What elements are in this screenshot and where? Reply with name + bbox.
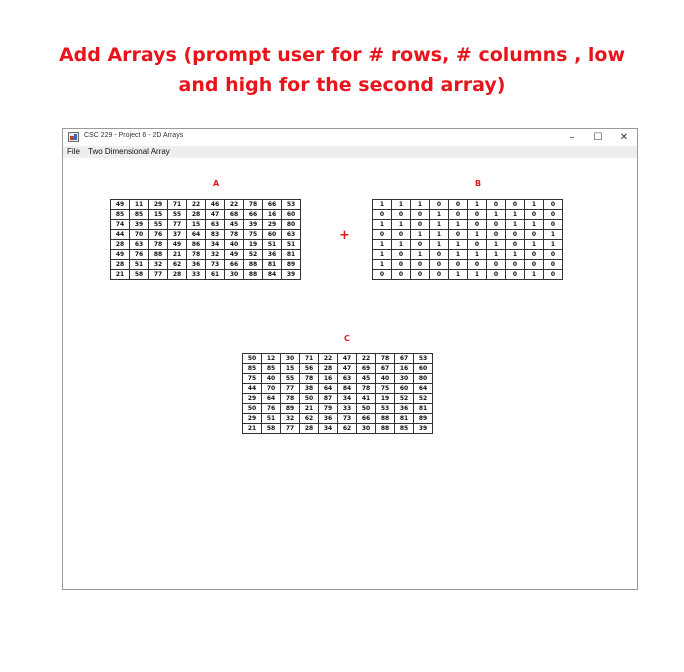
table-cell: 85 (111, 210, 130, 220)
table-cell: 1 (373, 260, 392, 270)
table-cell: 63 (338, 374, 357, 384)
table-cell: 0 (392, 270, 411, 280)
table-cell: 1 (449, 270, 468, 280)
table-cell: 85 (130, 210, 149, 220)
table-cell: 33 (187, 270, 206, 280)
table-cell: 50 (300, 394, 319, 404)
table-cell: 53 (414, 354, 433, 364)
table-cell: 1 (411, 250, 430, 260)
table-cell: 0 (430, 200, 449, 210)
table-row (373, 260, 563, 270)
table-cell: 89 (281, 404, 300, 414)
table-cell: 32 (149, 260, 168, 270)
table-cell: 0 (411, 260, 430, 270)
array-b-table (372, 199, 563, 280)
table-row (243, 364, 433, 374)
table-cell: 0 (506, 260, 525, 270)
window-title: CSC 229 - Project 6 - 2D Arrays (84, 132, 184, 139)
table-cell: 51 (262, 414, 281, 424)
table-cell: 28 (168, 270, 187, 280)
table-cell: 0 (430, 250, 449, 260)
array-a-table (110, 199, 301, 280)
table-row (111, 260, 301, 270)
table-cell: 1 (506, 220, 525, 230)
table-cell: 66 (263, 200, 282, 210)
array-b-label: B (475, 179, 482, 188)
table-cell: 58 (130, 270, 149, 280)
table-cell: 41 (357, 394, 376, 404)
table-cell: 78 (149, 240, 168, 250)
table-cell: 0 (392, 260, 411, 270)
table-cell: 78 (244, 200, 263, 210)
table-cell: 29 (149, 200, 168, 210)
table-cell: 0 (506, 240, 525, 250)
table-cell: 0 (544, 260, 563, 270)
table-cell: 78 (357, 384, 376, 394)
table-row (243, 424, 433, 434)
table-cell: 67 (376, 364, 395, 374)
table-cell: 50 (243, 354, 262, 364)
table-cell: 40 (376, 374, 395, 384)
table-cell: 21 (300, 404, 319, 414)
table-row (373, 240, 563, 250)
table-cell: 1 (449, 240, 468, 250)
table-cell: 1 (430, 210, 449, 220)
table-cell: 28 (300, 424, 319, 434)
table-row (111, 200, 301, 210)
table-cell: 1 (411, 230, 430, 240)
table-row (111, 240, 301, 250)
table-cell: 34 (319, 424, 338, 434)
table-cell: 39 (244, 220, 263, 230)
table-cell: 51 (130, 260, 149, 270)
table-cell: 60 (395, 384, 414, 394)
table-cell: 0 (544, 200, 563, 210)
table-cell: 88 (244, 270, 263, 280)
table-row (111, 230, 301, 240)
table-cell: 21 (168, 250, 187, 260)
table-cell: 28 (187, 210, 206, 220)
table-cell: 52 (414, 394, 433, 404)
table-cell: 0 (449, 200, 468, 210)
table-row (243, 374, 433, 384)
table-cell: 1 (449, 250, 468, 260)
table-cell: 38 (300, 384, 319, 394)
table-row (373, 200, 563, 210)
table-cell: 60 (263, 230, 282, 240)
table-cell: 22 (187, 200, 206, 210)
table-cell: 1 (392, 200, 411, 210)
table-cell: 76 (149, 230, 168, 240)
table-cell: 1 (525, 270, 544, 280)
table-cell: 86 (187, 240, 206, 250)
table-cell: 77 (281, 384, 300, 394)
table-cell: 33 (338, 404, 357, 414)
table-cell: 0 (506, 270, 525, 280)
table-cell: 78 (187, 250, 206, 260)
close-button[interactable]: ✕ (619, 132, 629, 143)
table-cell: 80 (282, 220, 301, 230)
table-cell: 0 (373, 230, 392, 240)
table-cell: 78 (300, 374, 319, 384)
table-row (373, 230, 563, 240)
array-c-label: C (344, 334, 350, 343)
table-cell: 36 (395, 404, 414, 414)
table-cell: 36 (319, 414, 338, 424)
table-cell: 68 (225, 210, 244, 220)
table-cell: 75 (243, 374, 262, 384)
table-cell: 69 (357, 364, 376, 374)
table-cell: 16 (319, 374, 338, 384)
table-cell: 81 (282, 250, 301, 260)
title-bar[interactable] (63, 129, 637, 146)
table-cell: 0 (544, 220, 563, 230)
table-cell: 49 (111, 200, 130, 210)
table-cell: 46 (206, 200, 225, 210)
table-cell: 79 (319, 404, 338, 414)
table-cell: 0 (487, 230, 506, 240)
table-cell: 1 (468, 250, 487, 260)
table-row (243, 384, 433, 394)
table-cell: 1 (430, 240, 449, 250)
table-cell: 40 (262, 374, 281, 384)
table-cell: 29 (263, 220, 282, 230)
table-cell: 0 (487, 200, 506, 210)
table-cell: 85 (262, 364, 281, 374)
table-cell: 0 (392, 210, 411, 220)
table-cell: 0 (525, 250, 544, 260)
table-cell: 22 (225, 200, 244, 210)
table-cell: 75 (244, 230, 263, 240)
table-cell: 64 (414, 384, 433, 394)
table-cell: 78 (281, 394, 300, 404)
table-cell: 63 (282, 230, 301, 240)
table-cell: 55 (281, 374, 300, 384)
table-cell: 1 (430, 220, 449, 230)
table-row (373, 220, 563, 230)
table-row (373, 270, 563, 280)
table-cell: 63 (130, 240, 149, 250)
table-cell: 89 (282, 260, 301, 270)
table-cell: 64 (187, 230, 206, 240)
table-cell: 66 (244, 210, 263, 220)
table-cell: 0 (506, 200, 525, 210)
table-cell: 60 (414, 364, 433, 374)
table-cell: 77 (149, 270, 168, 280)
table-cell: 63 (206, 220, 225, 230)
table-cell: 52 (244, 250, 263, 260)
table-cell: 53 (376, 404, 395, 414)
table-cell: 61 (206, 270, 225, 280)
table-cell: 1 (525, 220, 544, 230)
table-cell: 51 (263, 240, 282, 250)
table-cell: 76 (130, 250, 149, 260)
table-cell: 67 (395, 354, 414, 364)
table-row (111, 270, 301, 280)
table-cell: 75 (376, 384, 395, 394)
table-cell: 0 (468, 240, 487, 250)
table-cell: 83 (206, 230, 225, 240)
array-c-table (242, 353, 433, 434)
table-cell: 78 (376, 354, 395, 364)
table-cell: 0 (525, 210, 544, 220)
table-cell: 1 (487, 250, 506, 260)
java-app-icon (68, 132, 79, 142)
table-cell: 85 (243, 364, 262, 374)
table-cell: 56 (300, 364, 319, 374)
table-cell: 30 (281, 354, 300, 364)
table-cell: 29 (243, 414, 262, 424)
table-cell: 0 (392, 250, 411, 260)
table-cell: 0 (430, 270, 449, 280)
table-cell: 16 (263, 210, 282, 220)
table-cell: 88 (244, 260, 263, 270)
table-row (111, 220, 301, 230)
table-cell: 32 (281, 414, 300, 424)
table-cell: 52 (395, 394, 414, 404)
table-cell: 70 (262, 384, 281, 394)
table-cell: 0 (468, 220, 487, 230)
table-cell: 1 (373, 250, 392, 260)
table-cell: 0 (487, 270, 506, 280)
caption-line-1: Add Arrays (prompt user for # rows, # columns , low (58, 44, 626, 66)
table-cell: 81 (414, 404, 433, 414)
table-cell: 73 (206, 260, 225, 270)
table-cell: 71 (300, 354, 319, 364)
table-cell: 1 (430, 230, 449, 240)
table-cell: 30 (357, 424, 376, 434)
table-cell: 1 (525, 200, 544, 210)
table-cell: 88 (149, 250, 168, 260)
menu-file[interactable]: File (67, 147, 80, 156)
table-cell: 51 (282, 240, 301, 250)
table-cell: 1 (468, 200, 487, 210)
table-cell: 1 (449, 220, 468, 230)
table-cell: 0 (449, 230, 468, 240)
table-cell: 81 (395, 414, 414, 424)
table-cell: 11 (130, 200, 149, 210)
table-cell: 62 (300, 414, 319, 424)
table-cell: 1 (392, 240, 411, 250)
caption-line-2: and high for the second array) (178, 74, 506, 96)
table-cell: 0 (373, 270, 392, 280)
table-cell: 88 (376, 424, 395, 434)
table-cell: 84 (338, 384, 357, 394)
table-cell: 0 (506, 230, 525, 240)
table-cell: 1 (468, 230, 487, 240)
table-row (243, 404, 433, 414)
table-cell: 19 (376, 394, 395, 404)
table-cell: 0 (468, 210, 487, 220)
table-cell: 58 (262, 424, 281, 434)
table-cell: 15 (149, 210, 168, 220)
table-cell: 1 (373, 200, 392, 210)
table-cell: 45 (357, 374, 376, 384)
table-cell: 62 (338, 424, 357, 434)
table-cell: 39 (130, 220, 149, 230)
table-cell: 44 (111, 230, 130, 240)
table-cell: 0 (487, 220, 506, 230)
table-row (243, 394, 433, 404)
table-cell: 55 (168, 210, 187, 220)
table-cell: 16 (395, 364, 414, 374)
table-cell: 77 (281, 424, 300, 434)
table-cell: 21 (243, 424, 262, 434)
table-cell: 1 (392, 220, 411, 230)
table-cell: 0 (411, 240, 430, 250)
table-cell: 77 (168, 220, 187, 230)
table-cell: 0 (411, 220, 430, 230)
table-cell: 1 (411, 200, 430, 210)
table-cell: 0 (544, 250, 563, 260)
table-cell: 1 (525, 240, 544, 250)
table-cell: 71 (168, 200, 187, 210)
table-cell: 73 (338, 414, 357, 424)
menu-bar (63, 146, 637, 158)
table-cell: 30 (395, 374, 414, 384)
table-cell: 62 (168, 260, 187, 270)
table-cell: 1 (506, 250, 525, 260)
table-cell: 70 (130, 230, 149, 240)
menu-two-dimensional-array[interactable]: Two Dimensional Array (88, 147, 170, 156)
table-row (373, 250, 563, 260)
table-cell: 78 (225, 230, 244, 240)
table-cell: 0 (449, 210, 468, 220)
caption-heading (0, 40, 684, 100)
table-cell: 1 (544, 230, 563, 240)
table-cell: 22 (319, 354, 338, 364)
table-cell: 60 (282, 210, 301, 220)
table-cell: 12 (262, 354, 281, 364)
table-cell: 45 (225, 220, 244, 230)
table-cell: 64 (319, 384, 338, 394)
table-cell: 44 (243, 384, 262, 394)
table-cell: 0 (544, 270, 563, 280)
table-row (243, 354, 433, 364)
table-cell: 50 (243, 404, 262, 414)
table-cell: 32 (206, 250, 225, 260)
array-a-label: A (213, 179, 220, 188)
table-cell: 15 (187, 220, 206, 230)
app-window (62, 128, 638, 590)
table-cell: 76 (262, 404, 281, 414)
table-cell: 49 (168, 240, 187, 250)
plus-sign: + (339, 228, 350, 243)
table-cell: 40 (225, 240, 244, 250)
table-cell: 0 (544, 210, 563, 220)
table-cell: 21 (111, 270, 130, 280)
table-cell: 50 (357, 404, 376, 414)
table-cell: 1 (373, 220, 392, 230)
table-cell: 55 (149, 220, 168, 230)
table-cell: 15 (281, 364, 300, 374)
table-cell: 28 (111, 240, 130, 250)
table-cell: 1 (487, 210, 506, 220)
table-cell: 1 (468, 270, 487, 280)
table-row (373, 210, 563, 220)
table-cell: 64 (262, 394, 281, 404)
table-cell: 49 (111, 250, 130, 260)
table-cell: 53 (282, 200, 301, 210)
table-cell: 0 (468, 260, 487, 270)
table-cell: 37 (168, 230, 187, 240)
table-cell: 49 (225, 250, 244, 260)
table-cell: 28 (111, 260, 130, 270)
table-cell: 88 (376, 414, 395, 424)
table-cell: 0 (449, 260, 468, 270)
table-cell: 36 (187, 260, 206, 270)
table-cell: 66 (225, 260, 244, 270)
table-cell: 1 (373, 240, 392, 250)
table-cell: 0 (525, 230, 544, 240)
table-cell: 0 (430, 260, 449, 270)
table-cell: 1 (544, 240, 563, 250)
table-cell: 34 (338, 394, 357, 404)
table-cell: 39 (282, 270, 301, 280)
table-row (111, 210, 301, 220)
table-cell: 0 (411, 270, 430, 280)
table-cell: 85 (395, 424, 414, 434)
table-cell: 39 (414, 424, 433, 434)
table-cell: 19 (244, 240, 263, 250)
table-cell: 47 (206, 210, 225, 220)
maximize-button[interactable]: ☐ (593, 132, 603, 143)
table-cell: 1 (506, 210, 525, 220)
table-cell: 87 (319, 394, 338, 404)
table-cell: 1 (487, 240, 506, 250)
table-cell: 66 (357, 414, 376, 424)
table-cell: 47 (338, 364, 357, 374)
table-cell: 28 (319, 364, 338, 374)
table-cell: 47 (338, 354, 357, 364)
table-cell: 34 (206, 240, 225, 250)
table-cell: 81 (263, 260, 282, 270)
table-cell: 0 (411, 210, 430, 220)
table-cell: 36 (263, 250, 282, 260)
minimize-button[interactable]: – (569, 132, 575, 143)
table-cell: 0 (487, 260, 506, 270)
table-row (243, 414, 433, 424)
table-cell: 89 (414, 414, 433, 424)
table-cell: 0 (373, 210, 392, 220)
table-cell: 30 (225, 270, 244, 280)
table-cell: 29 (243, 394, 262, 404)
table-cell: 22 (357, 354, 376, 364)
table-cell: 80 (414, 374, 433, 384)
table-cell: 84 (263, 270, 282, 280)
table-cell: 74 (111, 220, 130, 230)
table-row (111, 250, 301, 260)
table-cell: 0 (392, 230, 411, 240)
table-cell: 0 (525, 260, 544, 270)
